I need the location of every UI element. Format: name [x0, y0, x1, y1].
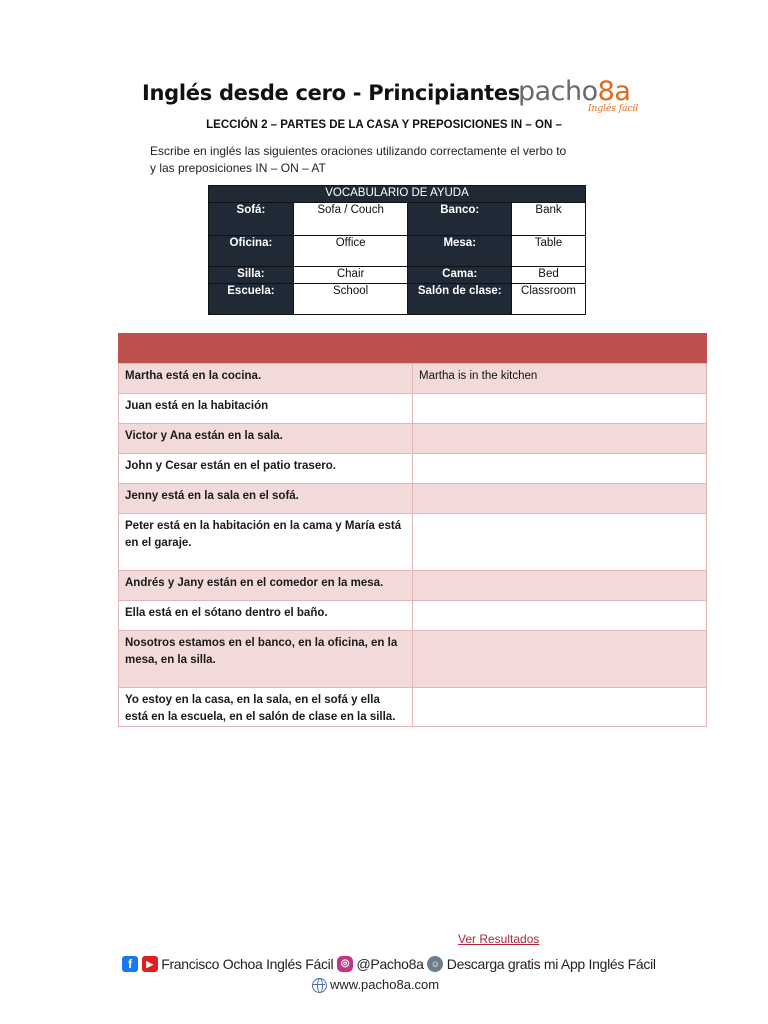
avatar-icon: ☺: [427, 956, 443, 972]
answer-cell[interactable]: [413, 394, 707, 424]
facebook-icon[interactable]: f: [122, 956, 138, 972]
channel-name: Francisco Ochoa Inglés Fácil: [161, 956, 334, 973]
vocab-row: [209, 203, 586, 236]
answer-cell[interactable]: [413, 688, 707, 727]
answer-cell[interactable]: Martha is in the kitchen: [413, 364, 707, 394]
table-row: [119, 484, 707, 514]
instructions-line-2: y las preposiciones IN – ON – AT: [150, 161, 326, 175]
globe-icon: [312, 978, 327, 993]
footer-website[interactable]: [312, 977, 439, 993]
vocab-term: Banco:: [408, 203, 512, 236]
vocabulary-table-header: VOCABULARIO DE AYUDA: [209, 186, 586, 203]
spanish-sentence: Yo estoy en la casa, en la sala, en el sofá y ella está en la escuela, en el salón de clase en la silla.: [119, 688, 413, 727]
brand-logo: [518, 78, 638, 118]
vocab-translation: Sofa / Couch: [293, 203, 408, 236]
vocab-translation: Classroom: [512, 284, 586, 315]
vocab-row: [209, 284, 586, 315]
vocab-translation: Office: [293, 236, 408, 267]
vocab-term: Cama:: [408, 267, 512, 284]
logo-text-accent: 8a: [597, 76, 631, 107]
answer-cell[interactable]: [413, 631, 707, 688]
table-row: [119, 601, 707, 631]
app-promo: Descarga gratis mi App Inglés Fácil: [446, 956, 656, 973]
spanish-sentence: Martha está en la cocina.: [119, 364, 413, 394]
logo-text: pacho: [518, 76, 598, 107]
vocab-term: Sofá:: [209, 203, 294, 236]
view-results-link[interactable]: Ver Resultados: [458, 932, 540, 946]
spanish-sentence: Peter está en la habitación en la cama y María está en el garaje.: [119, 514, 413, 571]
table-row: [119, 364, 707, 394]
answer-cell[interactable]: [413, 514, 707, 571]
footer-social: [122, 955, 656, 975]
social-handle: @Pacho8a: [356, 956, 424, 973]
vocab-translation: School: [293, 284, 408, 315]
vocab-translation: Table: [512, 236, 586, 267]
vocab-term: Oficina:: [209, 236, 294, 267]
table-row: [119, 514, 707, 571]
table-row: [119, 424, 707, 454]
spanish-sentence: Andrés y Jany están en el comedor en la mesa.: [119, 571, 413, 601]
table-row: [119, 631, 707, 688]
logo-tagline: Inglés fácil: [588, 104, 639, 114]
spanish-sentence: Ella está en el sótano dentro el baño.: [119, 601, 413, 631]
spanish-sentence: Victor y Ana están en la sala.: [119, 424, 413, 454]
exercise-table-header: [118, 333, 707, 363]
answer-cell[interactable]: [413, 601, 707, 631]
answer-cell[interactable]: [413, 454, 707, 484]
table-row: [119, 688, 707, 727]
website-link[interactable]: www.pacho8a.com: [330, 977, 440, 992]
vocabulary-table: [208, 185, 586, 315]
answer-cell[interactable]: [413, 424, 707, 454]
spanish-sentence: John y Cesar están en el patio trasero.: [119, 454, 413, 484]
vocab-row: [209, 236, 586, 267]
exercise-table: [118, 333, 707, 727]
vocab-term: Salón de clase:: [408, 284, 512, 315]
header: [142, 78, 642, 118]
vocab-translation: Bed: [512, 267, 586, 284]
table-row: [119, 571, 707, 601]
vocab-term: Silla:: [209, 267, 294, 284]
answer-cell[interactable]: [413, 484, 707, 514]
table-row: [119, 394, 707, 424]
youtube-icon[interactable]: ▶: [142, 956, 158, 972]
instructions-line-1: Escribe en inglés las siguientes oraciones utilizando correctamente el verbo to: [150, 144, 567, 158]
table-row: [119, 454, 707, 484]
instagram-icon[interactable]: ◎: [337, 956, 353, 972]
answer-cell[interactable]: [413, 571, 707, 601]
spanish-sentence: Juan está en la habitación: [119, 394, 413, 424]
vocab-row: [209, 267, 586, 284]
spanish-sentence: Jenny está en la sala en el sofá.: [119, 484, 413, 514]
vocab-term: Mesa:: [408, 236, 512, 267]
spanish-sentence: Nosotros estamos en el banco, en la oficina, en la mesa, en la silla.: [119, 631, 413, 688]
lesson-title: LECCIÓN 2 – PARTES DE LA CASA Y PREPOSICIONES IN – ON –: [206, 119, 562, 131]
vocab-translation: Chair: [293, 267, 408, 284]
instructions: [150, 143, 590, 177]
page-title: Inglés desde cero - Principiantes: [142, 81, 520, 105]
vocab-term: Escuela:: [209, 284, 294, 315]
vocab-translation: Bank: [512, 203, 586, 236]
